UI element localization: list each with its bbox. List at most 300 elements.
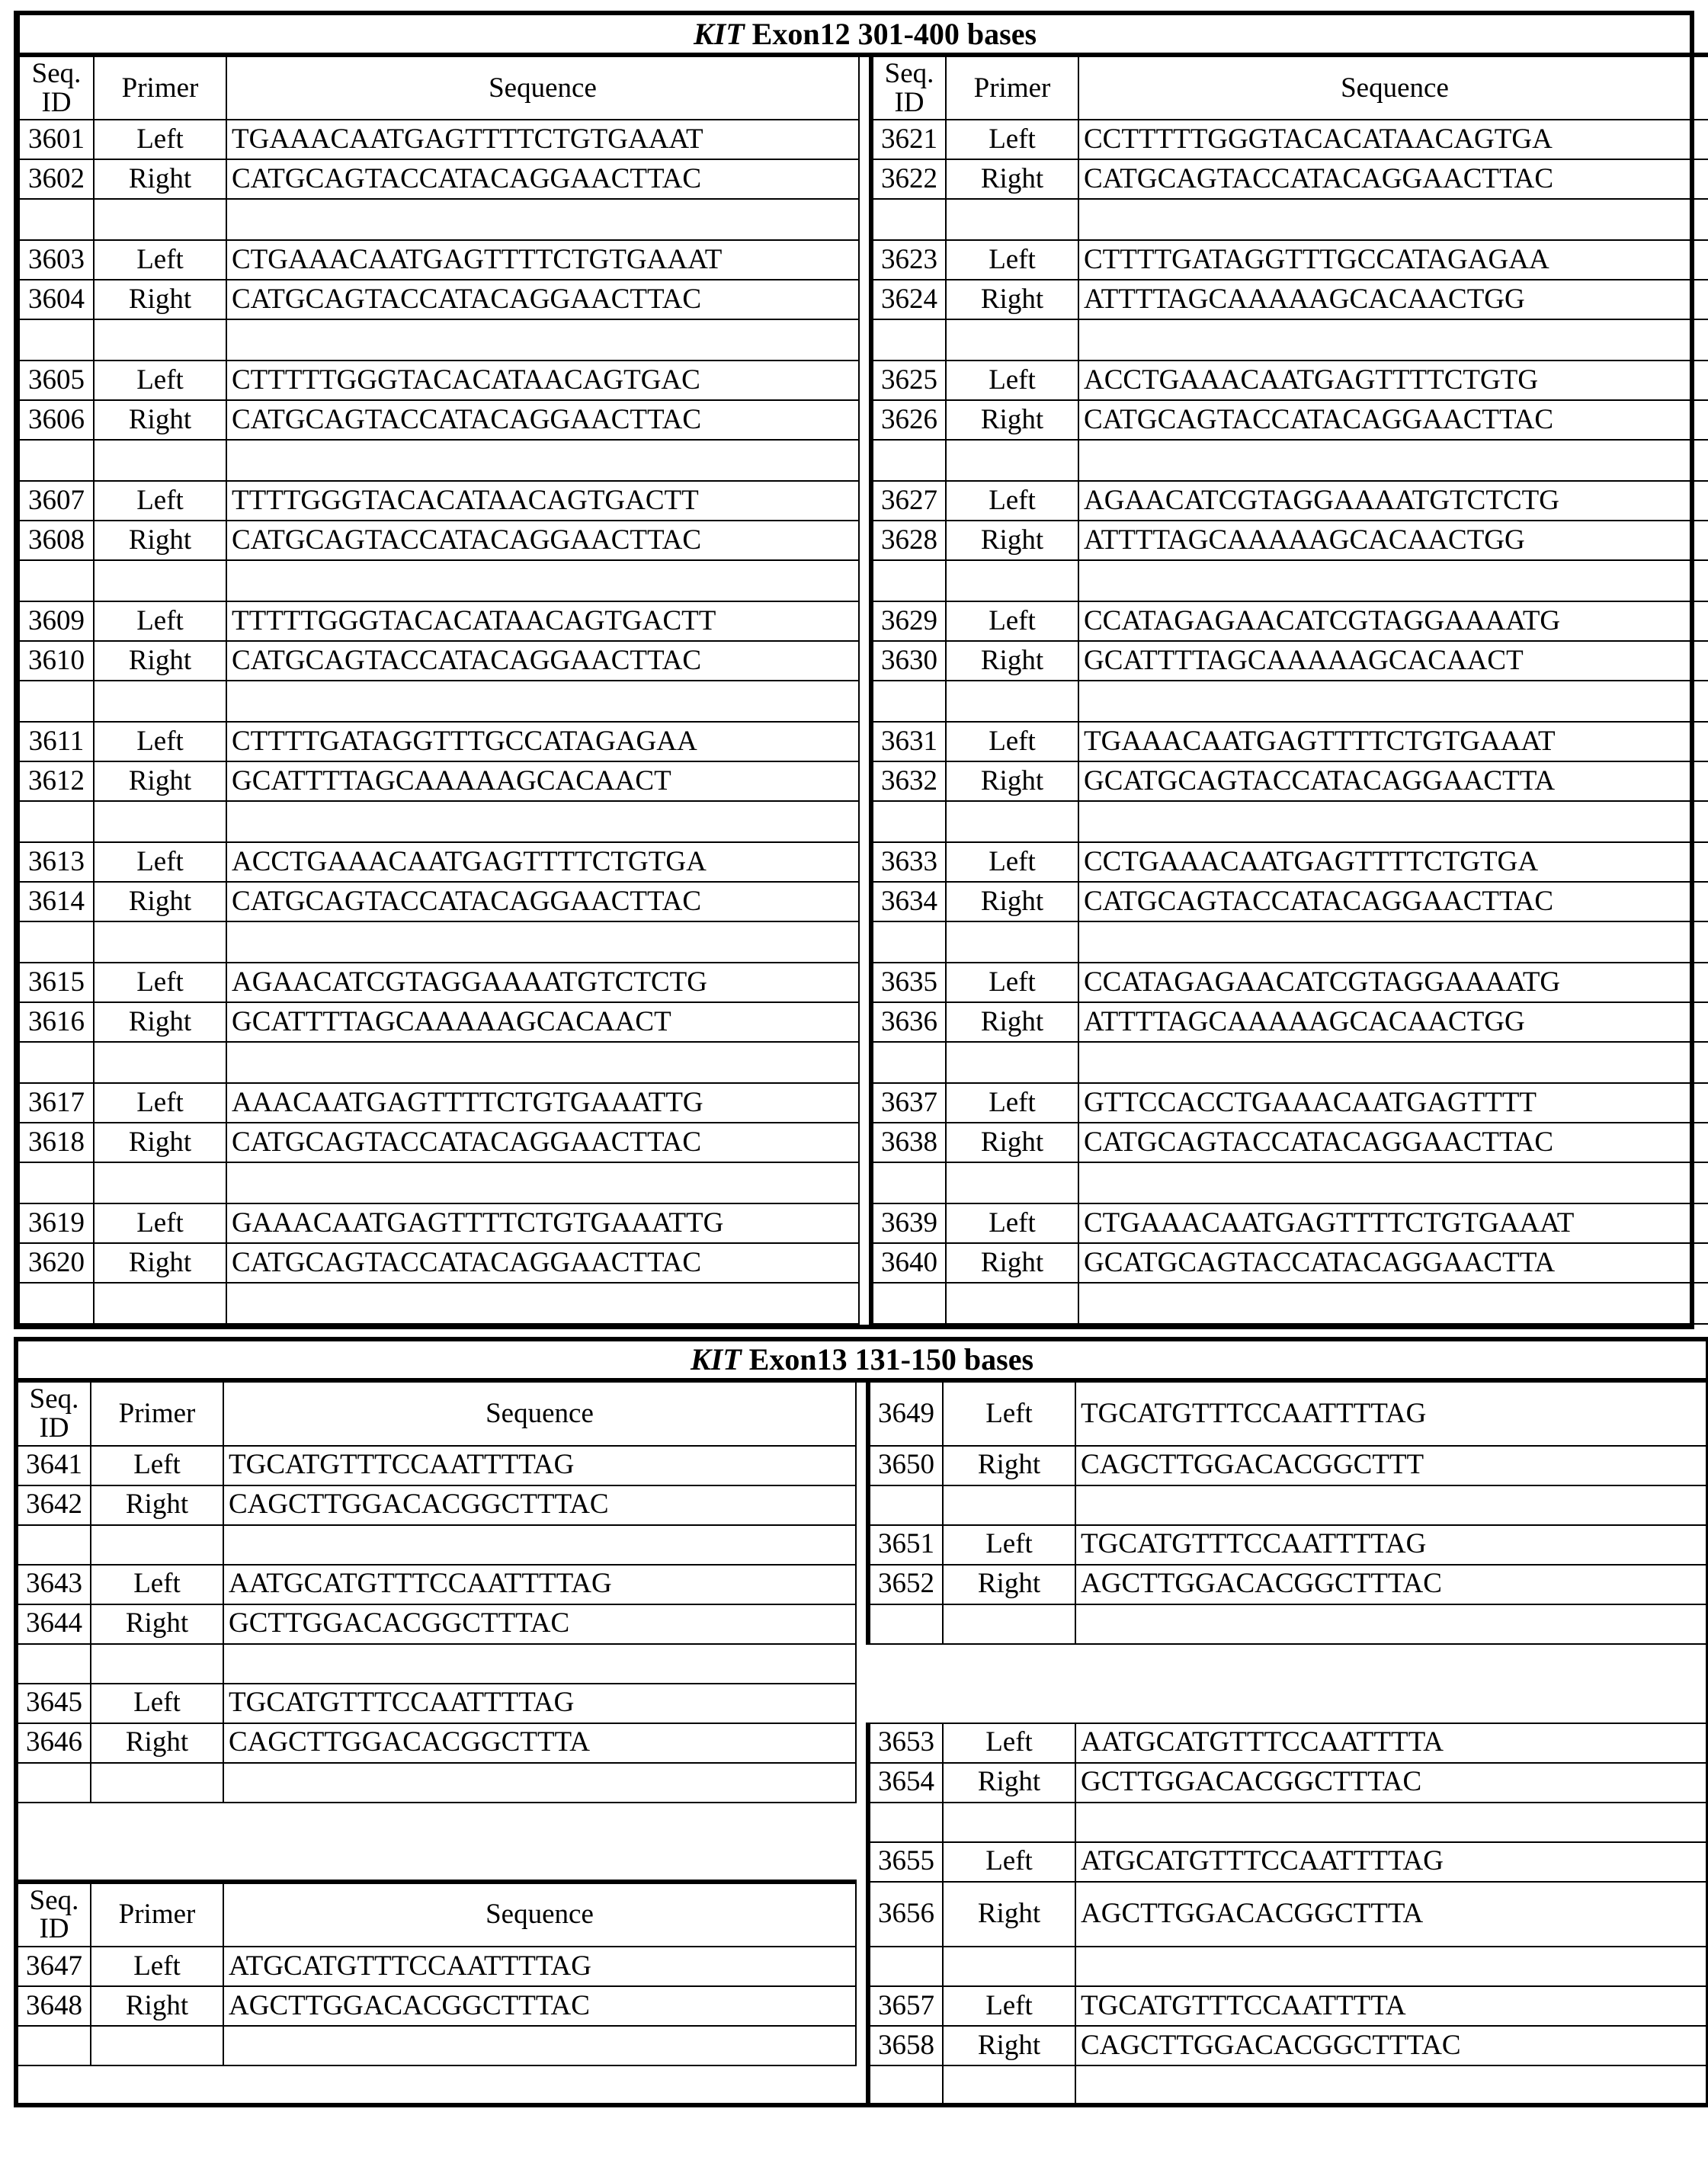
cell-primer: Right [94,280,226,319]
empty-cell [91,1842,223,1882]
cell-primer: Left [946,722,1078,761]
cell-seq-id: 3644 [16,1604,91,1644]
cell-sequence: GAAACAATGAGTTTTCTGTGAAATTG [226,1203,859,1243]
cell-seq-id: 3607 [19,481,94,521]
cell-seq-id: 3634 [871,882,946,921]
cell-primer [94,440,226,481]
cell-sequence: CATGCAGTACCATACAGGAACTTAC [226,159,859,199]
cell-primer: Left [94,481,226,521]
column-gap [856,1986,868,2026]
column-gap [859,120,871,159]
cell-sequence [1078,1042,1708,1083]
cell-sequence [226,560,859,601]
cell-primer: Right [94,641,226,681]
column-gap [856,2065,868,2105]
column-gap [859,400,871,440]
exon13-banner-row [16,1339,1708,1380]
cell-sequence: CATGCAGTACCATACAGGAACTTAC [226,1243,859,1283]
cell-primer: Right [943,1565,1075,1604]
cell-seq-id: 3636 [871,1002,946,1042]
cell-primer: Left [946,842,1078,882]
cell-sequence: AGCTTGGACACGGCTTTAC [223,1986,856,2026]
cell-seq-id: 3624 [871,280,946,319]
cell-sequence: AGAACATCGTAGGAAAATGTCTCTG [1078,481,1708,521]
cell-sequence: CATGCAGTACCATACAGGAACTTAC [1078,1123,1708,1162]
seq-id-line1: Seq. [29,1383,79,1415]
cell-sequence: TGCATGTTTCCAATTTTA [1075,1986,1708,2026]
cell-seq-id: 3638 [871,1123,946,1162]
table-row [19,761,1708,801]
column-gap [856,1723,868,1763]
cell-seq-id: 3658 [868,2026,943,2065]
cell-primer: Left [946,1203,1078,1243]
cell-seq-id: 3655 [868,1842,943,1882]
table-spacer-row [16,2026,1708,2065]
cell-primer: Right [94,521,226,560]
table-row [19,481,1708,521]
cell-seq-id: 3643 [16,1565,91,1604]
column-gap [856,1763,868,1803]
exon13-section [14,1337,1694,2107]
cell-seq-id [871,1283,946,1324]
cell-sequence [1075,1947,1708,1986]
cell-sequence: ATGCATGTTTCCAATTTTAG [223,1947,856,1986]
empty-cell [868,1684,943,1723]
table-row [16,1986,1708,2026]
gene-name: KIT [690,1342,742,1377]
table-row [19,1083,1708,1123]
exon12-table [18,15,1708,1325]
cell-primer: Left [943,1723,1075,1763]
empty-cell [16,1842,91,1882]
column-gap [856,1446,868,1485]
cell-sequence [1078,801,1708,842]
cell-primer: Left [94,963,226,1002]
cell-primer: Right [94,400,226,440]
cell-primer: Right [946,641,1078,681]
table-spacer-row [19,1283,1708,1324]
cell-sequence [1078,1162,1708,1203]
column-gap [856,1882,868,1947]
cell-seq-id: 3602 [19,159,94,199]
cell-sequence: TGCATGTTTCCAATTTTAG [1075,1525,1708,1565]
cell-sequence [223,1525,856,1565]
cell-seq-id: 3649 [868,1380,943,1445]
cell-primer: Right [91,1723,223,1763]
column-gap [859,1283,871,1324]
cell-sequence [223,2026,856,2065]
table-row [19,159,1708,199]
column-gap [859,1002,871,1042]
empty-cell [223,2065,856,2105]
cell-primer [91,1525,223,1565]
empty-cell [223,1803,856,1842]
table-row [16,1947,1708,1986]
cell-seq-id: 3615 [19,963,94,1002]
cell-primer: Left [91,1684,223,1723]
cell-seq-id [16,1644,91,1684]
cell-sequence: CCATAGAGAACATCGTAGGAAAATG [1078,601,1708,641]
cell-seq-id: 3618 [19,1123,94,1162]
cell-sequence: CATGCAGTACCATACAGGAACTTAC [226,882,859,921]
column-gap [859,882,871,921]
cell-seq-id: 3617 [19,1083,94,1123]
cell-primer: Right [91,1986,223,2026]
cell-sequence: CATGCAGTACCATACAGGAACTTAC [226,1123,859,1162]
cell-primer: Left [94,722,226,761]
cell-sequence: ATTTTAGCAAAAAGCACAACTGG [1078,521,1708,560]
cell-seq-id [868,1947,943,1986]
cell-seq-id: 3637 [871,1083,946,1123]
banner-rest: Exon12 301-400 bases [744,16,1037,51]
exon12-section [14,11,1694,1329]
column-gap [859,641,871,681]
cell-sequence [226,1042,859,1083]
table-spacer-row [19,560,1708,601]
cell-seq-id [868,1604,943,1644]
cell-seq-id: 3653 [868,1723,943,1763]
cell-primer [94,199,226,240]
cell-sequence [1075,2065,1708,2105]
empty-cell [91,1803,223,1842]
seq-id-line2: ID [39,1412,69,1444]
cell-primer: Left [91,1565,223,1604]
cell-seq-id [871,1162,946,1203]
cell-sequence: TGCATGTTTCCAATTTTAG [223,1446,856,1485]
cell-primer [946,440,1078,481]
cell-primer: Left [946,361,1078,400]
col-header-seq-id-left [16,1380,91,1445]
cell-seq-id: 3603 [19,240,94,280]
table-spacer-row [19,921,1708,963]
cell-sequence: GCTTGGACACGGCTTTAC [1075,1763,1708,1803]
cell-sequence: TTTTTGGGTACACATAACAGTGACTT [226,601,859,641]
exon12-banner-row [19,15,1708,55]
empty-cell [1075,1644,1708,1684]
table-row [16,1446,1708,1485]
column-gap [859,440,871,481]
cell-seq-id [871,921,946,963]
cell-primer: Right [946,882,1078,921]
cell-sequence: CATGCAGTACCATACAGGAACTTAC [226,400,859,440]
cell-sequence [226,319,859,361]
empty-cell [1075,1684,1708,1723]
cell-seq-id: 3606 [19,400,94,440]
cell-primer [94,1283,226,1324]
cell-seq-id: 3633 [871,842,946,882]
cell-sequence: GCTTGGACACGGCTTTAC [223,1604,856,1644]
cell-primer: Left [94,361,226,400]
empty-cell [16,1803,91,1842]
column-gap [859,1243,871,1283]
cell-seq-id: 3640 [871,1243,946,1283]
column-gap [859,481,871,521]
cell-primer [946,199,1078,240]
cell-sequence: CATGCAGTACCATACAGGAACTTAC [226,521,859,560]
table-row [19,400,1708,440]
cell-seq-id: 3605 [19,361,94,400]
cell-sequence [226,199,859,240]
cell-primer: Left [943,1842,1075,1882]
cell-sequence [223,1644,856,1684]
cell-sequence [1078,440,1708,481]
table-row [16,1604,1708,1644]
cell-sequence [226,801,859,842]
cell-seq-id: 3628 [871,521,946,560]
cell-seq-id [868,1803,943,1842]
cell-sequence [1078,921,1708,963]
column-gap [856,1947,868,1986]
cell-seq-id: 3614 [19,882,94,921]
cell-seq-id: 3642 [16,1485,91,1525]
cell-sequence: GCATGCAGTACCATACAGGAACTTA [1078,761,1708,801]
cell-primer: Right [943,2026,1075,2065]
cell-seq-id: 3652 [868,1565,943,1604]
cell-sequence: CAGCTTGGACACGGCTTTAC [1075,2026,1708,2065]
cell-primer: Right [943,1763,1075,1803]
cell-sequence: ACCTGAAACAATGAGTTTTCTGTGA [226,842,859,882]
cell-primer: Right [94,1243,226,1283]
cell-sequence [226,1162,859,1203]
cell-sequence: CATGCAGTACCATACAGGAACTTAC [1078,882,1708,921]
cell-sequence: CTGAAACAATGAGTTTTCTGTGAAAT [1078,1203,1708,1243]
cell-primer [94,319,226,361]
exon13-banner [16,1339,1708,1380]
cell-primer: Left [946,601,1078,641]
col-header-primer-right: Primer [946,55,1078,120]
exon12-banner [19,15,1708,55]
table-row [19,361,1708,400]
table-row [19,641,1708,681]
cell-primer [91,2026,223,2065]
column-gap [859,601,871,641]
cell-sequence: AAACAATGAGTTTTCTGTGAAATTG [226,1083,859,1123]
cell-sequence: AGAACATCGTAGGAAAATGTCTCTG [226,963,859,1002]
empty-cell [16,2065,91,2105]
cell-seq-id [871,1042,946,1083]
cell-primer [946,560,1078,601]
column-gap [856,1604,868,1644]
cell-seq-id: 3629 [871,601,946,641]
cell-sequence [226,1283,859,1324]
cell-seq-id [19,1162,94,1203]
table-spacer-row [16,1763,1708,1803]
cell-seq-id: 3625 [871,361,946,400]
empty-cell [943,1684,1075,1723]
cell-primer [946,921,1078,963]
cell-primer: Left [94,601,226,641]
cell-sequence: AATGCATGTTTCCAATTTTAG [223,1565,856,1604]
table-row [16,1723,1708,1763]
cell-seq-id [871,560,946,601]
cell-sequence: CATGCAGTACCATACAGGAACTTAC [226,641,859,681]
table-spacer-row [16,1525,1708,1565]
gene-name: KIT [693,16,745,51]
table-row [19,963,1708,1002]
cell-primer: Right [946,159,1078,199]
cell-primer: Right [94,761,226,801]
cell-primer: Right [943,1446,1075,1485]
cell-seq-id [16,1525,91,1565]
cell-sequence [1075,1485,1708,1525]
col-header-sequence-left: Sequence [226,55,859,120]
cell-primer: Left [943,1525,1075,1565]
cell-sequence: AATGCATGTTTCCAATTTTA [1075,1723,1708,1763]
cell-sequence: ATTTTAGCAAAAAGCACAACTGG [1078,1002,1708,1042]
cell-seq-id: 3623 [871,240,946,280]
column-gap [859,159,871,199]
column-gap [859,963,871,1002]
cell-sequence [1078,1283,1708,1324]
cell-seq-id: 3613 [19,842,94,882]
cell-seq-id [871,199,946,240]
cell-seq-id: 3647 [16,1947,91,1986]
cell-seq-id: 3641 [16,1446,91,1485]
cell-primer: Left [946,1083,1078,1123]
cell-primer: Right [946,280,1078,319]
cell-primer [943,1947,1075,1986]
cell-primer [94,560,226,601]
cell-sequence [1078,560,1708,601]
cell-sequence: CATGCAGTACCATACAGGAACTTAC [226,280,859,319]
exon13-header-row [16,1882,1708,1947]
column-gap [856,1644,868,1684]
cell-seq-id: 3645 [16,1684,91,1723]
cell-seq-id: 3639 [871,1203,946,1243]
cell-seq-id: 3648 [16,1986,91,2026]
cell-primer: Left [946,963,1078,1002]
table-row [19,1123,1708,1162]
cell-seq-id [868,2065,943,2105]
cell-seq-id: 3631 [871,722,946,761]
cell-primer: Right [946,521,1078,560]
table-spacer-row [16,1842,1708,1882]
cell-seq-id [19,681,94,722]
column-gap [859,240,871,280]
table-spacer-row [16,1803,1708,1842]
cell-seq-id [19,801,94,842]
cell-seq-id: 3621 [871,120,946,159]
column-gap [859,1123,871,1162]
cell-primer [946,801,1078,842]
cell-seq-id: 3646 [16,1723,91,1763]
cell-seq-id: 3616 [19,1002,94,1042]
cell-primer [943,1803,1075,1842]
empty-cell [943,1644,1075,1684]
cell-seq-id: 3622 [871,159,946,199]
cell-primer: Right [946,400,1078,440]
col-header-sequence-right: Sequence [1078,55,1708,120]
cell-sequence [223,1763,856,1803]
exon13-header-row [16,1380,1708,1445]
cell-primer [94,1162,226,1203]
cell-primer: Right [946,1243,1078,1283]
cell-primer [946,1162,1078,1203]
cell-sequence: AGCTTGGACACGGCTTTAC [1075,1565,1708,1604]
cell-primer [94,681,226,722]
cell-primer [946,681,1078,722]
cell-seq-id [16,2026,91,2065]
cell-sequence: CATGCAGTACCATACAGGAACTTAC [1078,400,1708,440]
column-gap [856,1684,868,1723]
cell-sequence: ATGCATGTTTCCAATTTTAG [1075,1842,1708,1882]
exon12-header-row [19,55,1708,120]
cell-sequence [1078,319,1708,361]
column-gap [859,361,871,400]
cell-seq-id: 3610 [19,641,94,681]
cell-seq-id: 3611 [19,722,94,761]
cell-sequence: AGCTTGGACACGGCTTTA [1075,1882,1708,1947]
cell-primer: Right [946,1002,1078,1042]
cell-primer: Right [946,761,1078,801]
cell-sequence: ACCTGAAACAATGAGTTTTCTGTG [1078,361,1708,400]
cell-sequence: GCATTTTAGCAAAAAGCACAACT [226,1002,859,1042]
cell-seq-id: 3620 [19,1243,94,1283]
table-spacer-row [19,1042,1708,1083]
seq-id-line1: Seq. [29,1884,79,1916]
cell-primer [91,1644,223,1684]
column-gap [859,199,871,240]
table-row [19,722,1708,761]
column-gap [859,560,871,601]
cell-sequence: TGCATGTTTCCAATTTTAG [223,1684,856,1723]
cell-primer: Right [94,1002,226,1042]
cell-primer [94,921,226,963]
cell-sequence: CAGCTTGGACACGGCTTTA [223,1723,856,1763]
cell-seq-id [871,681,946,722]
cell-primer [946,319,1078,361]
cell-seq-id [871,319,946,361]
table-row [16,1684,1708,1723]
cell-seq-id [19,1283,94,1324]
cell-primer: Right [94,159,226,199]
table-spacer-row [19,1162,1708,1203]
cell-seq-id: 3656 [868,1882,943,1947]
cell-sequence [1078,199,1708,240]
table-spacer-row [19,801,1708,842]
cell-sequence: CCTTTTTGGGTACACATAACAGTGA [1078,120,1708,159]
column-gap [856,1565,868,1604]
cell-sequence [226,921,859,963]
table-row [16,1565,1708,1604]
cell-sequence: TTTTGGGTACACATAACAGTGACTT [226,481,859,521]
cell-seq-id [19,319,94,361]
column-gap [859,722,871,761]
column-gap [859,921,871,963]
cell-sequence [1075,1803,1708,1842]
column-gap [859,681,871,722]
table-row [19,120,1708,159]
column-gap [859,761,871,801]
cell-seq-id: 3632 [871,761,946,801]
exon13-table [14,1337,1708,2107]
cell-primer [943,1604,1075,1644]
cell-primer [91,1763,223,1803]
col-header-seq-id-left: Seq. ID [19,55,94,120]
cell-primer [943,2065,1075,2105]
banner-rest: Exon13 131-150 bases [741,1342,1034,1377]
cell-sequence: CCTGAAACAATGAGTTTTCTGTGA [1078,842,1708,882]
cell-primer: Right [94,1123,226,1162]
cell-primer [946,1042,1078,1083]
seq-id-line2: ID [39,1913,69,1945]
col-header-sequence-left: Sequence [223,1380,856,1445]
cell-seq-id [16,1763,91,1803]
table-row [19,1203,1708,1243]
cell-seq-id: 3612 [19,761,94,801]
cell-sequence: ATTTTAGCAAAAAGCACAACTGG [1078,280,1708,319]
cell-sequence [1075,1604,1708,1644]
